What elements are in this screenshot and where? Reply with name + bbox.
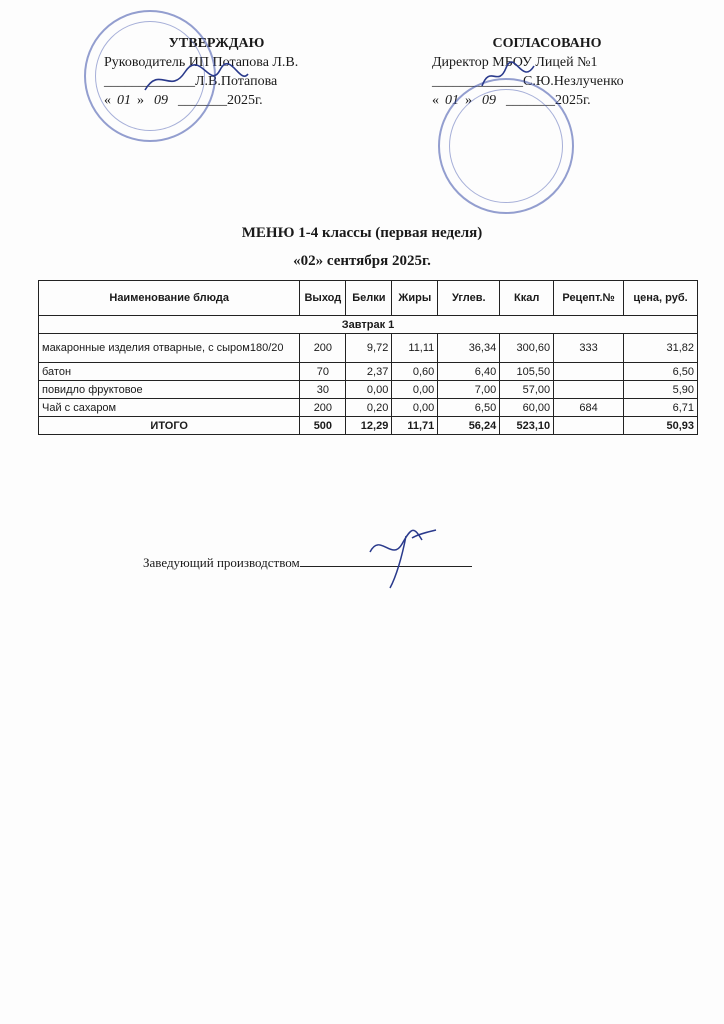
approval-day-left: 01	[117, 93, 131, 108]
dish-kcal: 300,60	[500, 334, 554, 363]
quote-close: »	[137, 93, 144, 108]
dish-fat: 11,11	[392, 334, 438, 363]
table-header-row	[39, 281, 698, 316]
approval-line2-left: _____________Л.В.Потапова	[104, 74, 278, 89]
dish-price: 31,82	[624, 334, 698, 363]
dish-carbs: 36,34	[438, 334, 500, 363]
dish-fat: 0,00	[392, 381, 438, 399]
header-dish-name: Наименование блюда	[39, 281, 300, 316]
menu-date: «02» сентября 2025г.	[293, 253, 431, 269]
total-price: 50,93	[624, 417, 698, 435]
header-fat: Жиры	[392, 281, 438, 316]
dish-price: 5,90	[624, 381, 698, 399]
dish-fat: 0,00	[392, 399, 438, 417]
dish-name: макаронные изделия отварные, с сыром180/20	[39, 334, 300, 363]
header-protein: Белки	[346, 281, 392, 316]
dish-recipe	[554, 363, 624, 381]
approval-year-left: _______2025г.	[178, 93, 263, 108]
dish-name: батон	[39, 363, 300, 381]
approval-line1-right: Директор МБОУ Лицей №1	[432, 55, 598, 70]
signature-icon	[362, 522, 442, 597]
dish-price: 6,50	[624, 363, 698, 381]
header-carbs: Углев.	[438, 281, 500, 316]
total-label: ИТОГО	[39, 417, 300, 435]
dish-protein: 9,72	[346, 334, 392, 363]
approval-heading-left: УТВЕРЖДАЮ	[168, 36, 265, 51]
dish-recipe: 684	[554, 399, 624, 417]
quote-close: »	[465, 93, 472, 108]
header-kcal: Ккал	[500, 281, 554, 316]
table-row	[39, 381, 698, 399]
menu-title: МЕНЮ 1-4 классы (первая неделя)	[241, 225, 483, 241]
total-kcal: 523,10	[500, 417, 554, 435]
dish-yield: 70	[300, 363, 346, 381]
dish-carbs: 6,50	[438, 399, 500, 417]
quote-open: «	[432, 93, 439, 108]
header-price: цена, руб.	[624, 281, 698, 316]
approval-line2-right: _____________С.Ю.Незлученко	[432, 74, 624, 89]
table-row	[39, 363, 698, 381]
table-row	[39, 399, 698, 417]
signature-icon	[478, 58, 538, 99]
dish-kcal: 60,00	[500, 399, 554, 417]
signature-icon	[140, 60, 250, 105]
dish-name: Чай с сахаром	[39, 399, 300, 417]
dish-kcal: 57,00	[500, 381, 554, 399]
approval-month-right: 09	[482, 93, 496, 108]
section-row	[39, 316, 698, 334]
dish-protein: 0,00	[346, 381, 392, 399]
quote-open: «	[104, 93, 111, 108]
header-recipe: Рецепт.№	[554, 281, 624, 316]
dish-carbs: 7,00	[438, 381, 500, 399]
manager-label: Заведующий производством	[143, 555, 300, 570]
approval-line1-left: Руководитель ИП Потапова Л.В.	[104, 55, 299, 70]
header-yield: Выход	[300, 281, 346, 316]
total-carbs: 56,24	[438, 417, 500, 435]
total-recipe	[554, 417, 624, 435]
dish-yield: 30	[300, 381, 346, 399]
dish-protein: 2,37	[346, 363, 392, 381]
approval-month-left: 09	[154, 93, 168, 108]
dish-fat: 0,60	[392, 363, 438, 381]
menu-table	[38, 280, 698, 435]
dish-yield: 200	[300, 399, 346, 417]
total-protein: 12,29	[346, 417, 392, 435]
dish-kcal: 105,50	[500, 363, 554, 381]
total-yield: 500	[300, 417, 346, 435]
section-label: Завтрак 1	[39, 316, 698, 334]
dish-price: 6,71	[624, 399, 698, 417]
total-row	[39, 417, 698, 435]
approval-heading-right: СОГЛАСОВАНО	[492, 36, 602, 51]
dish-carbs: 6,40	[438, 363, 500, 381]
approval-year-right: _______2025г.	[506, 93, 591, 108]
dish-yield: 200	[300, 334, 346, 363]
dish-protein: 0,20	[346, 399, 392, 417]
total-fat: 11,71	[392, 417, 438, 435]
table-row	[39, 334, 698, 363]
dish-name: повидло фруктовое	[39, 381, 300, 399]
dish-recipe: 333	[554, 334, 624, 363]
approval-day-right: 01	[445, 93, 459, 108]
dish-recipe	[554, 381, 624, 399]
